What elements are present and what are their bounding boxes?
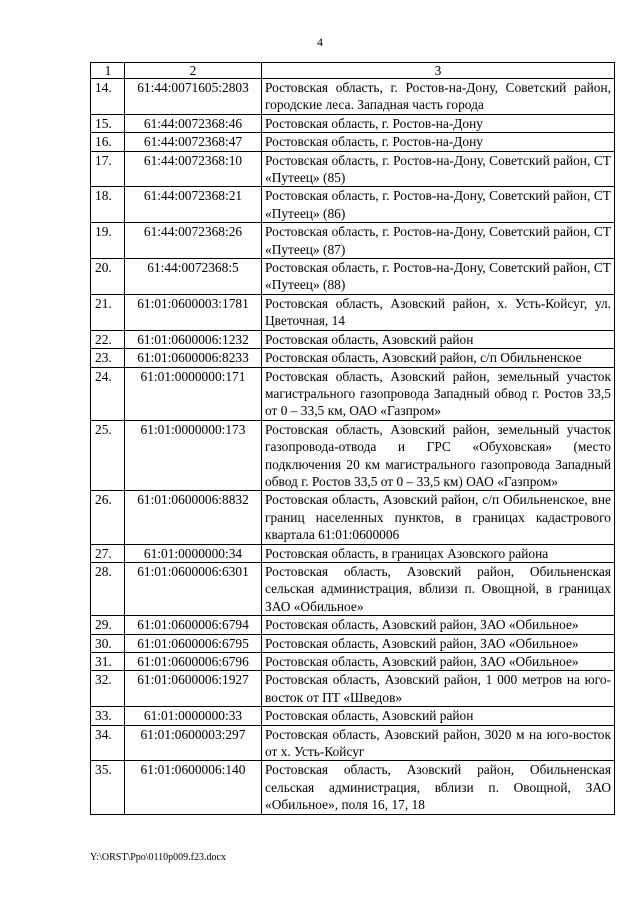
row-number: 23. (91, 349, 125, 367)
plot-address: Ростовская область, г. Ростов-на-Дону, Советский район, СТ «Путеец» (88) (262, 259, 615, 295)
cadastral-number: 61:01:0600006:8233 (125, 349, 262, 367)
cadastral-number: 61:01:0600006:6796 (125, 653, 262, 671)
row-number: 32. (91, 671, 125, 707)
table-row (91, 420, 615, 491)
plot-address: Ростовская область, г. Ростов-на-Дону, Советский район, городские леса. Западная часть города (262, 79, 615, 115)
cadastral-number: 61:01:0000000:173 (125, 420, 262, 491)
cadastral-number: 61:01:0600006:1927 (125, 671, 262, 707)
plot-address: Ростовская область, г. Ростов-на-Дону, Советский район, СТ «Путеец» (86) (262, 187, 615, 223)
cadastral-number: 61:01:0600006:8832 (125, 491, 262, 544)
table-row (91, 707, 615, 725)
cadastral-number: 61:01:0600006:6301 (125, 562, 262, 615)
table-row (91, 725, 615, 761)
plot-address: Ростовская область, Азовский район (262, 707, 615, 725)
table-row (91, 187, 615, 223)
table-row (91, 330, 615, 348)
row-number: 35. (91, 761, 125, 814)
plot-address: Ростовская область, Азовский район, земельный участок магистрального газопровода Западный обвод г. Ростов 33,5 от 0 – 33,5 км, ОАО «Газпром» (262, 367, 615, 420)
table-row (91, 562, 615, 615)
row-number: 33. (91, 707, 125, 725)
cadastral-number: 61:44:0072368:5 (125, 259, 262, 295)
row-number: 29. (91, 616, 125, 634)
page-number: 4 (317, 35, 323, 49)
column-header-3: 3 (262, 63, 615, 79)
cadastral-number: 61:44:0072368:46 (125, 114, 262, 132)
row-number: 25. (91, 420, 125, 491)
plot-address: Ростовская область, Азовский район (262, 330, 615, 348)
row-number: 28. (91, 562, 125, 615)
row-number: 21. (91, 294, 125, 330)
cadastral-number: 61:01:0600003:1781 (125, 294, 262, 330)
row-number: 26. (91, 491, 125, 544)
cadastral-number: 61:01:0600006:1232 (125, 330, 262, 348)
row-number: 31. (91, 653, 125, 671)
row-number: 24. (91, 367, 125, 420)
table-row (91, 671, 615, 707)
table-row (91, 259, 615, 295)
table-row (91, 367, 615, 420)
table-row (91, 349, 615, 367)
plot-address: Ростовская область, Азовский район, Обильненская сельская администрация, вблизи п. Овощной, в границах ЗАО «Обильное» (262, 562, 615, 615)
row-number: 18. (91, 187, 125, 223)
plot-address: Ростовская область, Азовский район, с/п Обильненское, вне границ населенных пунктов, в границах кадастрового квартала 61:01:0600006 (262, 491, 615, 544)
table-row (91, 133, 615, 151)
plot-address: Ростовская область, Азовский район, х. Усть-Койсуг, ул. Цветочная, 14 (262, 294, 615, 330)
column-header-2: 2 (125, 63, 262, 79)
cadastral-number: 61:44:0072368:10 (125, 151, 262, 187)
plot-address: Ростовская область, Азовский район, ЗАО «Обильное» (262, 653, 615, 671)
row-number: 15. (91, 114, 125, 132)
table-row (91, 223, 615, 259)
plot-address: Ростовская область, в границах Азовского района (262, 544, 615, 562)
plot-address: Ростовская область, Азовский район, Обильненская сельская администрация, вблизи п. Овощной, ЗАО «Обильное», поля 16, 17, 18 (262, 761, 615, 814)
footer-file-path: Y:\ORST\Ppo\0110p009.f23.docx (90, 852, 226, 863)
table-row (91, 294, 615, 330)
cadastral-number: 61:01:0600006:6795 (125, 634, 262, 652)
cadastral-number: 61:01:0000000:171 (125, 367, 262, 420)
row-number: 34. (91, 725, 125, 761)
plot-address: Ростовская область, Азовский район, земельный участок газопровода-отвода и ГРС «Обуховская» (место подключения 20 км магистрального газопровода Западный обвод г. Ростов 33,5 от 0 – 33,5 км) ОАО «Газпром» (262, 420, 615, 491)
plot-address: Ростовская область, г. Ростов-на-Дону, Советский район, СТ «Путеец» (87) (262, 223, 615, 259)
cadastral-number: 61:01:0000000:33 (125, 707, 262, 725)
row-number: 30. (91, 634, 125, 652)
column-header-1: 1 (91, 63, 125, 79)
row-number: 16. (91, 133, 125, 151)
cadastral-number: 61:01:0600006:6794 (125, 616, 262, 634)
table-row (91, 653, 615, 671)
plot-address: Ростовская область, Азовский район, 1 000 метров на юго-восток от ПТ «Шведов» (262, 671, 615, 707)
plot-address: Ростовская область, Азовский район, 3020 м на юго-восток от х. Усть-Койсуг (262, 725, 615, 761)
table-row (91, 761, 615, 814)
plot-address: Ростовская область, Азовский район, ЗАО «Обильное» (262, 616, 615, 634)
table-row (91, 616, 615, 634)
row-number: 20. (91, 259, 125, 295)
cadastral-number: 61:44:0071605:2803 (125, 79, 262, 115)
land-plots-table (90, 62, 615, 815)
plot-address: Ростовская область, г. Ростов-на-Дону, Советский район, СТ «Путеец» (85) (262, 151, 615, 187)
cadastral-number: 61:44:0072368:26 (125, 223, 262, 259)
table-row (91, 491, 615, 544)
cadastral-number: 61:01:0000000:34 (125, 544, 262, 562)
cadastral-number: 61:01:0600006:140 (125, 761, 262, 814)
plot-address: Ростовская область, г. Ростов-на-Дону (262, 133, 615, 151)
plot-address: Ростовская область, Азовский район, ЗАО «Обильное» (262, 634, 615, 652)
row-number: 19. (91, 223, 125, 259)
row-number: 22. (91, 330, 125, 348)
row-number: 27. (91, 544, 125, 562)
row-number: 14. (91, 79, 125, 115)
cadastral-number: 61:01:0600003:297 (125, 725, 262, 761)
table-row (91, 634, 615, 652)
table-row (91, 114, 615, 132)
table-row (91, 544, 615, 562)
row-number: 17. (91, 151, 125, 187)
cadastral-number: 61:44:0072368:21 (125, 187, 262, 223)
cadastral-number: 61:44:0072368:47 (125, 133, 262, 151)
plot-address: Ростовская область, г. Ростов-на-Дону (262, 114, 615, 132)
plot-address: Ростовская область, Азовский район, с/п Обильненское (262, 349, 615, 367)
table-row (91, 151, 615, 187)
table-row (91, 79, 615, 115)
table-header-row (91, 63, 615, 79)
